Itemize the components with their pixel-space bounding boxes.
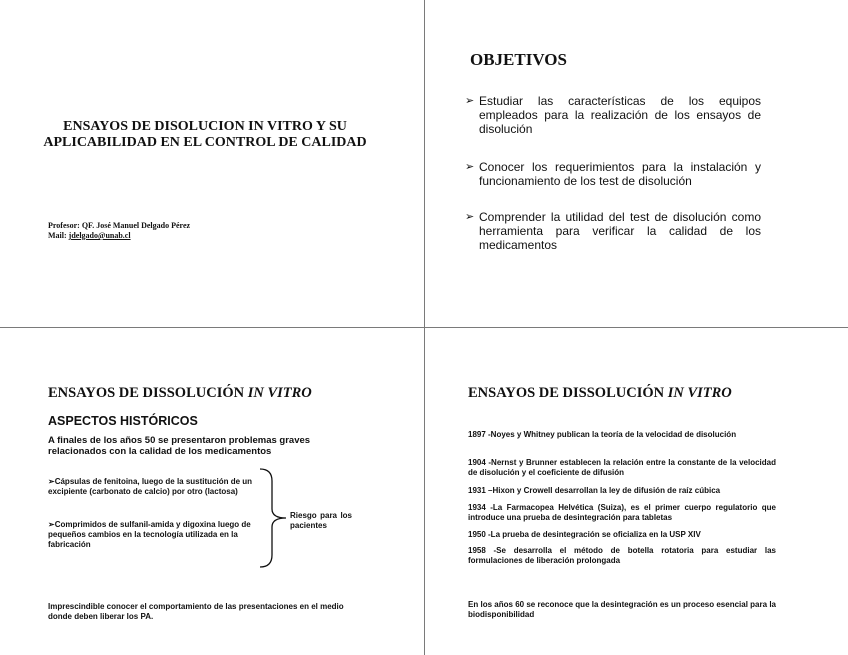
mail-label: Mail: <box>48 231 69 240</box>
slide2-title: OBJETIVOS <box>470 50 567 69</box>
slide3-footer: Imprescindible conocer el comportamiento de las presentaciones en el medio donde deben liberar los PA. <box>48 602 344 621</box>
timeline-1958: 1958 -Se desarrolla el método de botella rotatoria para estudiar las formulaciones de liberación prolongada <box>468 546 776 565</box>
professor-name: Profesor: QF. José Manuel Delgado Pérez <box>48 221 191 230</box>
arrow-bullet-icon: ➢ <box>465 95 475 107</box>
objective-text: Comprender la utilidad del test de disolución como herramienta para verificar la calidad de los medicamentos <box>479 210 761 252</box>
title-text: ENSAYOS DE DISSOLUCIÓN <box>48 385 245 401</box>
timeline-1897: 1897 -Noyes y Whitney publican la teoría de la velocidad de disolución <box>468 430 737 439</box>
slide3-title <box>48 385 312 402</box>
timeline-1934: 1934 -La Farmacopea Helvética (Suiza), es el primer cuerpo regulatorio que introduce una prueba de desintegración para tabletas <box>468 503 776 522</box>
objective-text: Conocer los requerimientos para la instalación y funcionamiento de los test de disolución <box>479 160 761 188</box>
timeline-1950: 1950 -La prueba de desintegración se oficializa en la USP XIV <box>468 530 701 539</box>
slide1-title: ENSAYOS DE DISOLUCION IN VITRO Y SU APLICABILIDAD EN EL CONTROL DE CALIDAD <box>43 119 367 150</box>
arrow-bullet-icon: ➢ <box>465 161 475 173</box>
arrow-bullet-icon: ➢ <box>465 211 475 223</box>
horizontal-divider <box>0 327 848 328</box>
history-item-2: ➢Comprimidos de sulfanil-amida y digoxina luego de pequeños cambios en la tecnología utilizada en la fabricación <box>48 520 251 549</box>
mail-line <box>48 231 190 241</box>
title-italic: IN VITRO <box>247 385 312 401</box>
timeline-1931: 1931 –Hixon y Crowell desarrollan la ley de difusión de raíz cúbica <box>468 486 721 495</box>
title-text: ENSAYOS DE DISSOLUCIÓN <box>468 385 665 401</box>
risk-label: Riesgo para los pacientes <box>290 511 352 530</box>
timeline-1904: 1904 -Nernst y Brunner establecen la relación entre la constante de la velocidad de disolución y el coeficiente de difusión <box>468 458 776 477</box>
slide4-title <box>468 385 732 402</box>
objective-text: Estudiar las características de los equipos empleados para la realización de los ensayos de disolución <box>479 94 761 136</box>
mail-link[interactable]: jdelgado@unab.cl <box>68 231 131 240</box>
history-item-1: ➢Cápsulas de fenitoina, luego de la sustitución de un excipiente (carbonato de calcio) por otro (lactosa) <box>48 477 253 496</box>
curly-brace-icon <box>258 467 290 569</box>
slide4-footer: En los años 60 se reconoce que la desintegración es un proceso esencial para la biodisponibilidad <box>468 600 776 619</box>
slide1-credits <box>48 221 190 241</box>
title-italic: IN VITRO <box>667 385 732 401</box>
slide3-intro: A finales de los años 50 se presentaron problemas graves relacionados con la calidad de los medicamentos <box>48 435 311 457</box>
slide3-subtitle: ASPECTOS HISTÓRICOS <box>48 414 198 428</box>
